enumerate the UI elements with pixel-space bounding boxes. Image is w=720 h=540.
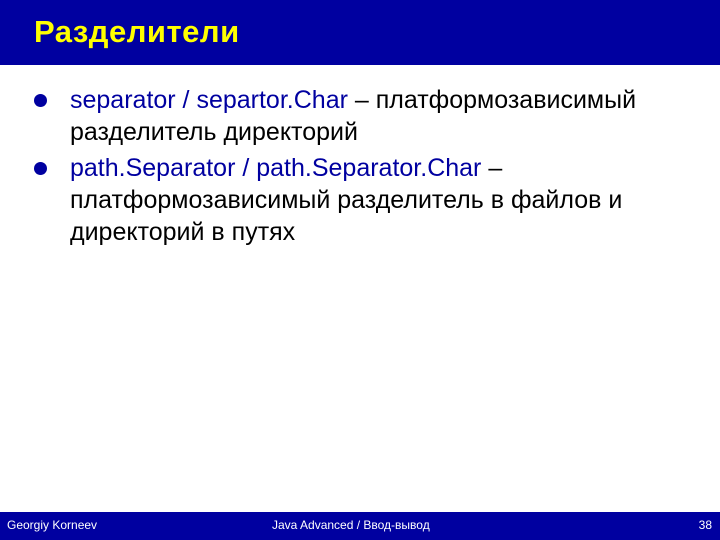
bullet-item [0, 152, 650, 248]
slide-title: Разделители [34, 14, 240, 49]
slide-content [0, 84, 720, 252]
footer-course: Java Advanced / Ввод-вывод [272, 518, 430, 532]
bullet-term: path.Separator / path.Separator.Char [70, 154, 482, 182]
bullet-dot-icon [34, 94, 47, 107]
bullet-dash: – [347, 86, 376, 114]
bullet-dash: – [481, 154, 503, 182]
bullet-term: separator / separtor.Char [70, 86, 348, 114]
bullet-text: платформозависимый разделитель директорий [70, 86, 637, 146]
page-number: 38 [698, 518, 712, 532]
footer-author: Georgiy Korneev [7, 518, 98, 532]
bullet-item [0, 84, 650, 148]
bullet-text: платформозависимый разделитель в файлов и директорий в путях [70, 186, 623, 246]
bullet-dot-icon [34, 162, 47, 175]
